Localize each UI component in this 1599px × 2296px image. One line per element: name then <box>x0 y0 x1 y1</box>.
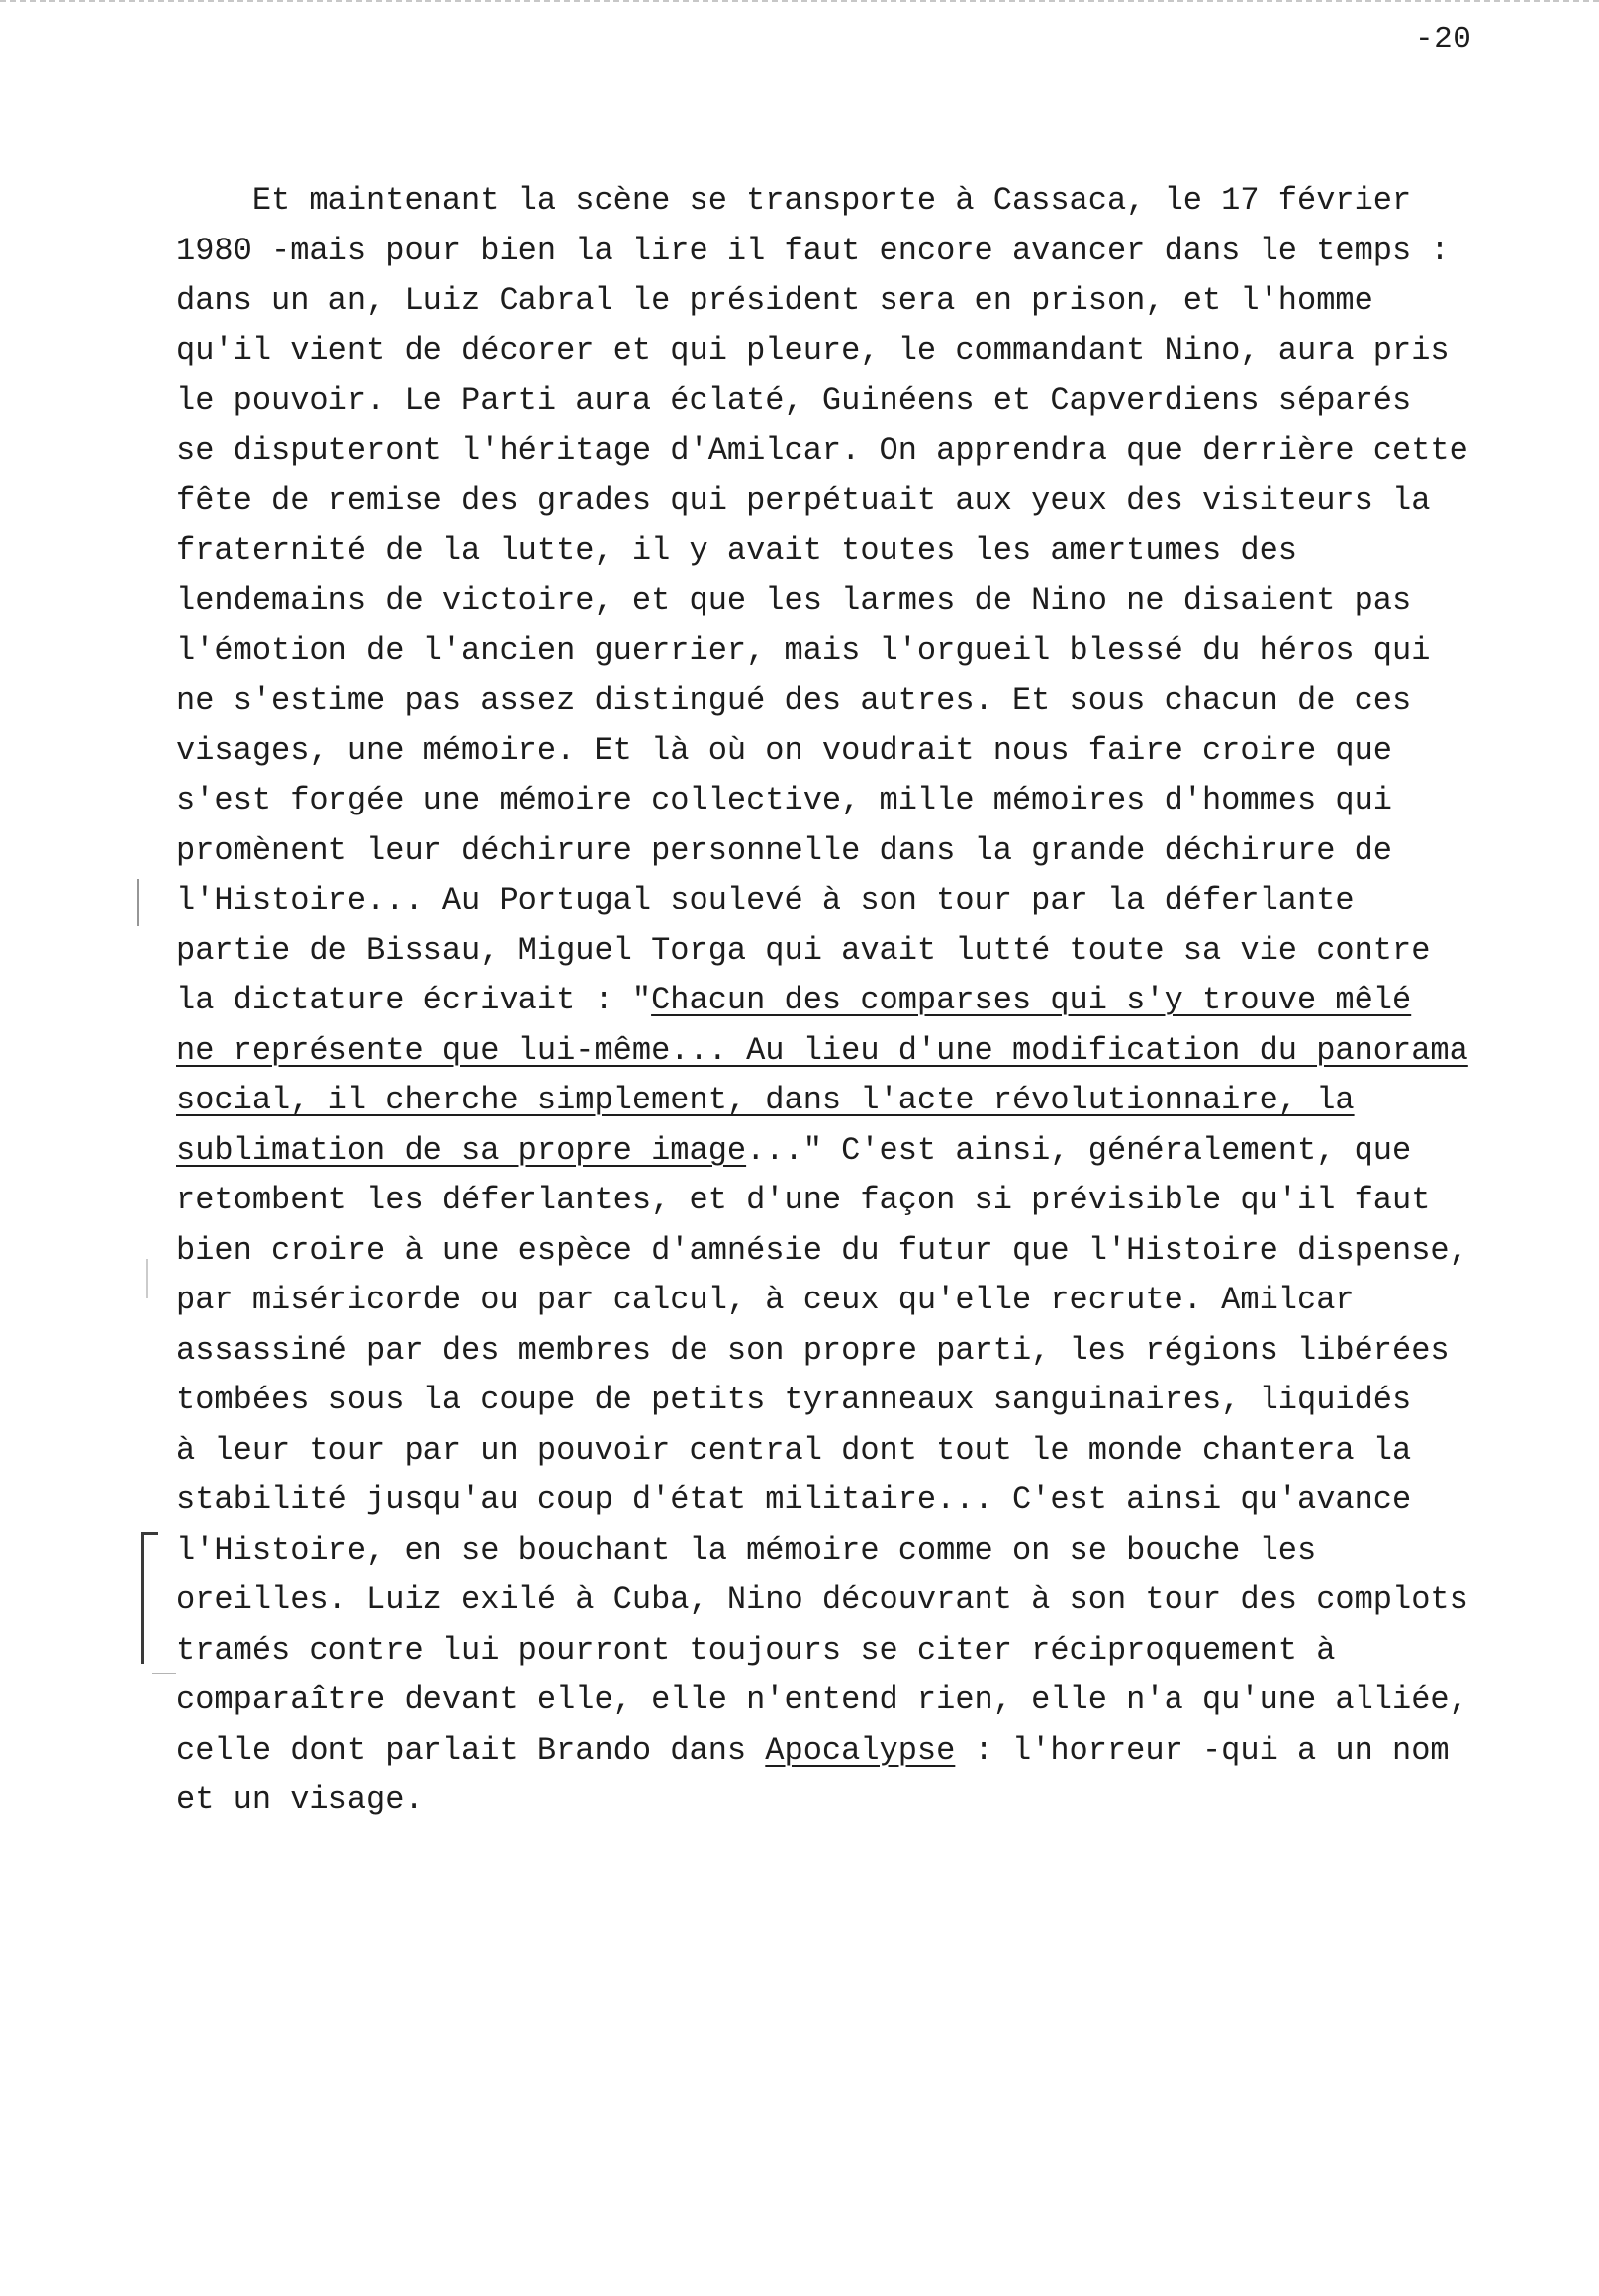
text-line: Et maintenant la scène se transporte à Cassaca, le 17 février <box>176 182 1412 219</box>
quotation-underlined: sublimation de sa propre image <box>176 1131 747 1169</box>
text-line: 1980 -mais pour bien la lire il faut encore avancer dans le temps : <box>176 232 1450 269</box>
text-segment: ..." C'est ainsi, généralement, que <box>746 1131 1412 1169</box>
text-line: s'est forgée une mémoire collective, mille mémoires d'hommes qui <box>176 782 1392 818</box>
text-line: lendemains de victoire, et que les larmes de Nino ne disaient pas <box>176 582 1412 619</box>
body-paragraph <box>176 176 1599 1826</box>
quotation-underlined-line: social, il cherche simplement, dans l'acte révolutionnaire, la <box>176 1082 1355 1118</box>
text-line: comparaître devant elle, elle n'entend rien, elle n'a qu'une alliée, <box>176 1681 1468 1718</box>
page-number: -20 <box>1415 22 1472 56</box>
margin-pencil-mark <box>146 1259 148 1298</box>
text-line: fraternité de la lutte, il y avait toutes les amertumes des <box>176 531 1297 569</box>
text-line: partie de Bissau, Miguel Torga qui avait lutté toute sa vie contre <box>176 931 1431 969</box>
text-segment: la dictature écrivait : " <box>176 982 652 1018</box>
film-title-underlined: Apocalypse <box>765 1731 956 1769</box>
quotation-underlined: Chacun des comparses qui s'y trouve mêlé <box>651 982 1412 1018</box>
text-segment: : l'horreur -qui a un nom <box>955 1731 1450 1769</box>
text-segment: celle dont parlait Brando dans <box>176 1731 766 1769</box>
text-line: bien croire à une espèce d'amnésie du futur que l'Histoire dispense, <box>176 1231 1468 1269</box>
text-line: par miséricorde ou par calcul, à ceux qu'elle recrute. Amilcar <box>176 1282 1355 1318</box>
text-line: l'émotion de l'ancien guerrier, mais l'orgueil blessé du héros qui <box>176 631 1431 669</box>
text-line: fête de remise des grades qui perpétuait aux yeux des visiteurs la <box>176 482 1431 519</box>
margin-pencil-mark <box>137 879 139 926</box>
text-line: ne s'estime pas assez distingué des autres. Et sous chacun de ces <box>176 682 1412 718</box>
text-line: assassiné par des membres de son propre parti, les régions libérées <box>176 1331 1450 1369</box>
text-line: à leur tour par un pouvoir central dont tout le monde chantera la <box>176 1431 1412 1469</box>
text-line <box>176 1726 1599 1776</box>
text-line: dans un an, Luiz Cabral le président sera en prison, et l'homme <box>176 282 1373 319</box>
text-line: l'Histoire... Au Portugal soulevé à son tour par la déferlante <box>176 882 1355 918</box>
text-line: se disputeront l'héritage d'Amilcar. On apprendra que derrière cette <box>176 431 1468 469</box>
text-line: visages, une mémoire. Et là où on voudrait nous faire croire que <box>176 731 1392 769</box>
text-line: le pouvoir. Le Parti aura éclaté, Guinéens et Capverdiens séparés <box>176 382 1412 419</box>
text-line: tramés contre lui pourront toujours se citer réciproquement à <box>176 1631 1336 1669</box>
quotation-underlined-line: ne représente que lui-même... Au lieu d'une modification du panorama <box>176 1031 1468 1069</box>
text-line: promènent leur déchirure personnelle dans la grande déchirure de <box>176 831 1392 869</box>
margin-pencil-mark <box>152 1673 176 1674</box>
text-line: tombées sous la coupe de petits tyranneaux sanguinaires, liquidés <box>176 1382 1412 1418</box>
text-line: retombent les déferlantes, et d'une façon si prévisible qu'il faut <box>176 1182 1431 1218</box>
text-line: oreilles. Luiz exilé à Cuba, Nino découvrant à son tour des complots <box>176 1581 1468 1618</box>
scan-top-edge <box>0 0 1599 8</box>
text-line: stabilité jusqu'au coup d'état militaire... C'est ainsi qu'avance <box>176 1482 1412 1518</box>
text-line: qu'il vient de décorer et qui pleure, le commandant Nino, aura pris <box>176 332 1450 369</box>
text-line: l'Histoire, en se bouchant la mémoire comme on se bouche les <box>176 1531 1317 1569</box>
text-line <box>176 1126 1599 1177</box>
margin-bracket-mark <box>141 1532 158 1664</box>
text-line: et un visage. <box>176 1781 423 1818</box>
text-line <box>176 976 1599 1026</box>
